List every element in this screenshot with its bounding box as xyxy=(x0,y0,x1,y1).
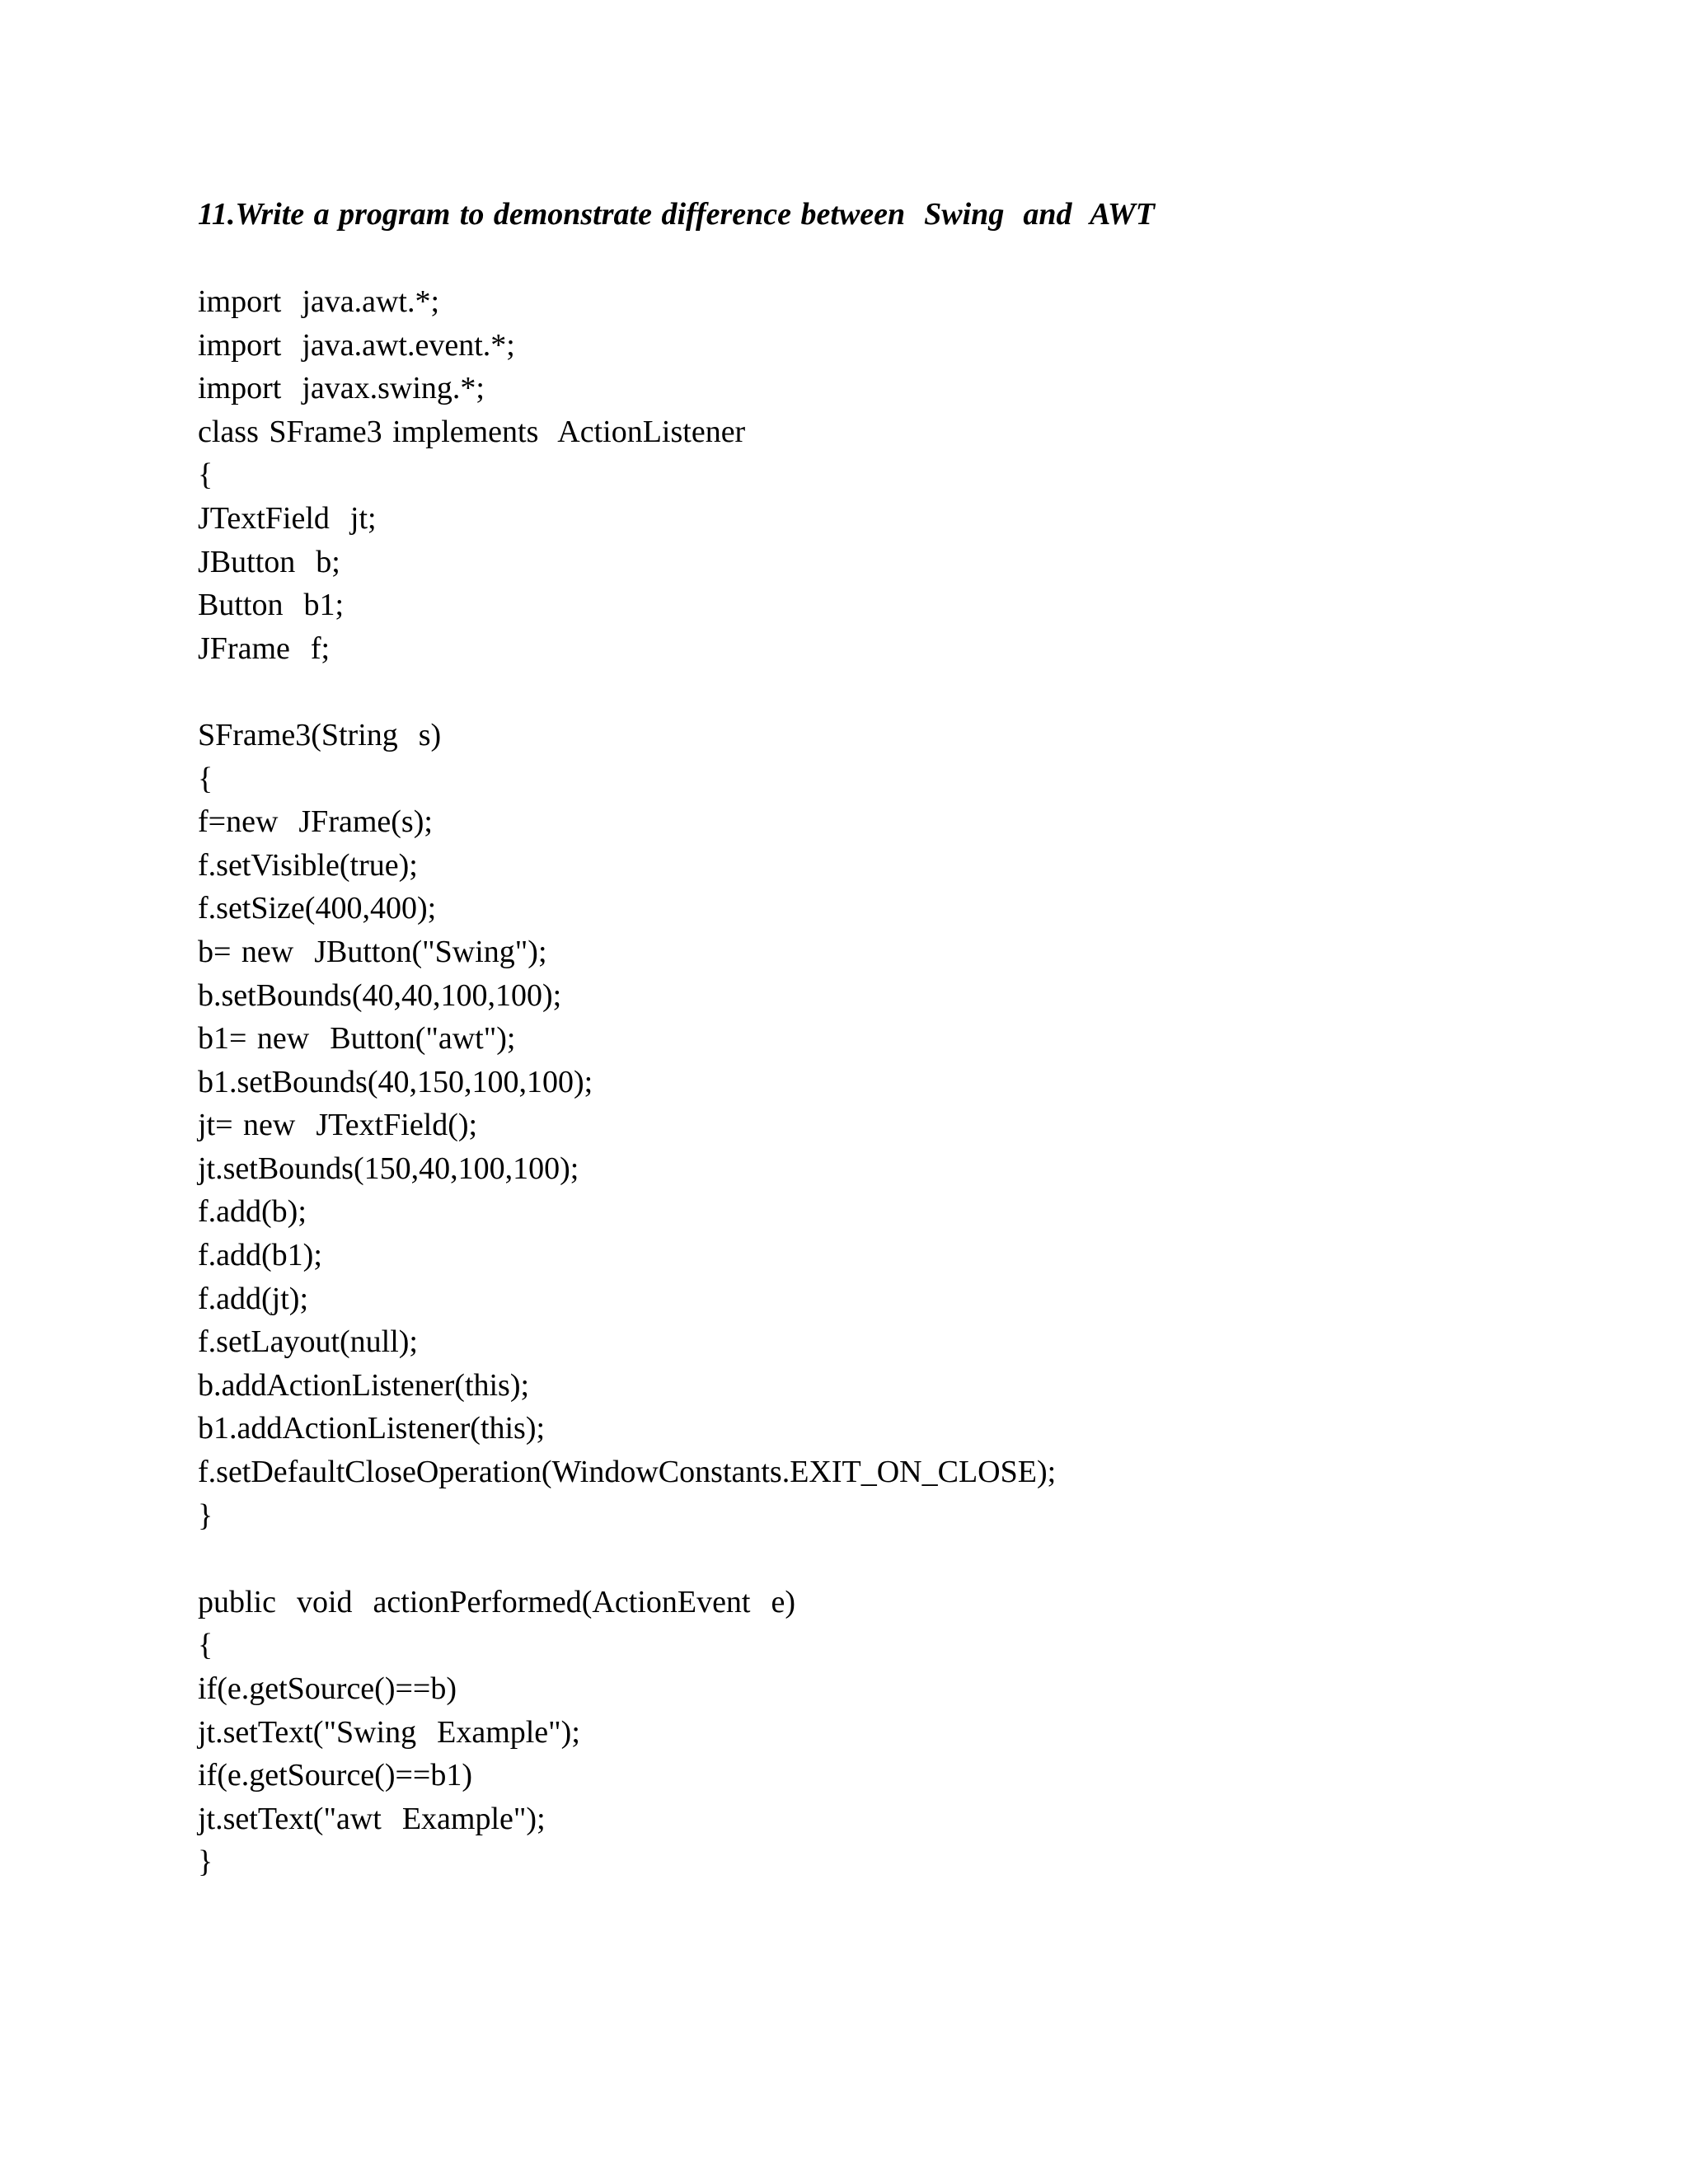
code-line: jt= new JTextField(); xyxy=(198,1108,478,1143)
code-line: f.add(b1); xyxy=(198,1238,322,1273)
code-line: if(e.getSource()==b1) xyxy=(198,1758,473,1793)
code-line: b= new JButton("Swing"); xyxy=(198,934,547,969)
code-line: Button b1; xyxy=(198,588,345,623)
code-line: import javax.swing.*; xyxy=(198,371,485,406)
code-line: f.setSize(400,400); xyxy=(198,891,437,926)
code-line: b1.setBounds(40,150,100,100); xyxy=(198,1064,593,1099)
code-line: b.setBounds(40,40,100,100); xyxy=(198,977,562,1013)
code-line: SFrame3(String s) xyxy=(198,717,442,752)
code-line: f.add(jt); xyxy=(198,1281,309,1316)
code-line: jt.setText("Swing Example"); xyxy=(198,1714,580,1750)
code-line: jt.setBounds(150,40,100,100); xyxy=(198,1151,579,1186)
code-line: f=new JFrame(s); xyxy=(198,804,433,840)
code-line: import java.awt.*; xyxy=(198,284,440,319)
code-line: f.add(b); xyxy=(198,1194,307,1230)
code-line: f.setDefaultCloseOperation(WindowConstants.EXIT_ON_CLOSE); xyxy=(198,1455,1057,1490)
code-line: b1.addActionListener(this); xyxy=(198,1411,546,1446)
code-line: { xyxy=(198,457,213,493)
blank-line xyxy=(198,670,1599,714)
code-listing xyxy=(198,280,1599,1884)
code-line: b.addActionListener(this); xyxy=(198,1367,530,1403)
code-line: jt.setText("awt Example"); xyxy=(198,1801,546,1836)
code-line: JTextField jt; xyxy=(198,500,377,536)
code-line: f.setLayout(null); xyxy=(198,1324,418,1360)
code-line: f.setVisible(true); xyxy=(198,847,418,883)
code-line: if(e.getSource()==b) xyxy=(198,1671,457,1706)
code-line: { xyxy=(198,761,213,796)
code-line: JFrame f; xyxy=(198,630,331,666)
code-line: } xyxy=(198,1844,213,1880)
code-line: class SFrame3 implements ActionListener xyxy=(198,414,746,449)
exercise-title: 11.Write a program to demonstrate difference between Swing and AWT xyxy=(198,197,1155,232)
blank-line xyxy=(198,1537,1599,1581)
code-line: { xyxy=(198,1628,213,1663)
code-line: } xyxy=(198,1497,213,1533)
code-line: b1= new Button("awt"); xyxy=(198,1021,516,1057)
code-line: public void actionPerformed(ActionEvent e) xyxy=(198,1584,796,1619)
code-line: JButton b; xyxy=(198,544,340,579)
code-line: import java.awt.event.*; xyxy=(198,327,515,363)
